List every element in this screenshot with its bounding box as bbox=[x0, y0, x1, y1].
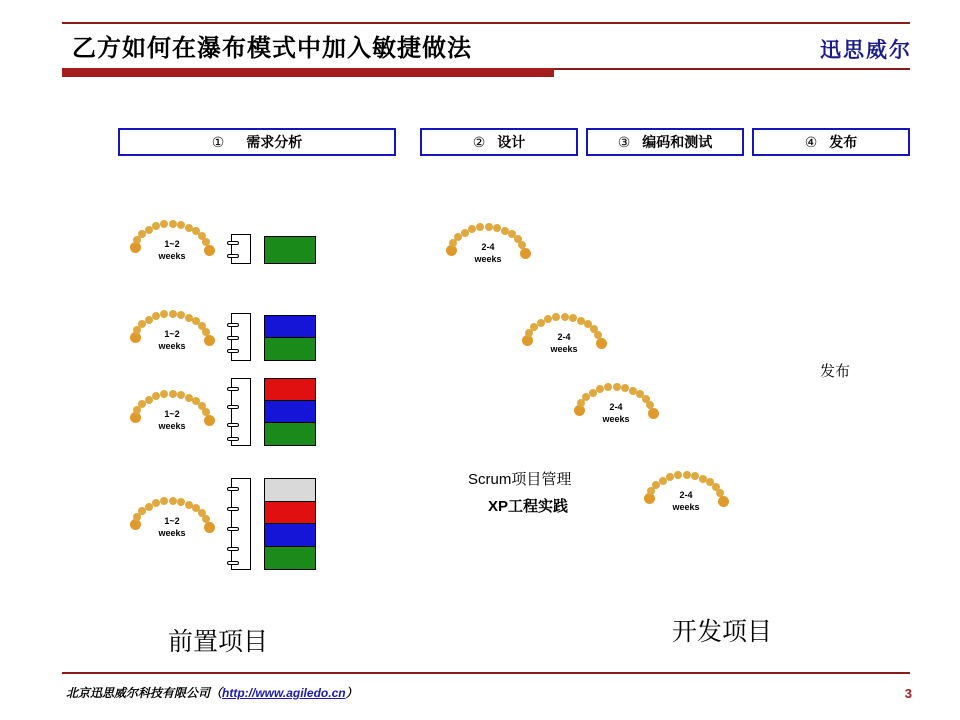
phase-label: 需求分析 bbox=[246, 134, 303, 150]
deliverable-band bbox=[265, 338, 315, 360]
arc-dot bbox=[666, 473, 674, 481]
iteration-arc-left-2 bbox=[124, 305, 220, 371]
arc-dot bbox=[674, 471, 682, 479]
title-top-rule bbox=[62, 22, 910, 24]
arc-dot bbox=[468, 225, 476, 233]
arc-dot bbox=[683, 471, 691, 479]
arc-dot bbox=[691, 472, 699, 480]
arc-dot bbox=[152, 392, 160, 400]
iteration-arc-left-3 bbox=[124, 385, 220, 451]
company-logo: 迅思威尔 bbox=[820, 39, 912, 62]
arc-dot bbox=[169, 390, 177, 398]
document-binder-1 bbox=[231, 234, 251, 264]
deliverable-band bbox=[265, 379, 315, 401]
arc-label-line1: 1~2 bbox=[164, 409, 180, 419]
deliverable-band bbox=[265, 547, 315, 570]
iteration-arc-right-1 bbox=[440, 218, 536, 284]
phase-label: 设计 bbox=[497, 134, 526, 150]
section-label-dev-project: 开发项目 bbox=[672, 619, 773, 646]
deliverable-band bbox=[265, 401, 315, 423]
deliverable-stack-4 bbox=[264, 478, 316, 570]
arc-dot bbox=[160, 497, 168, 505]
arc-dot bbox=[604, 383, 612, 391]
phase-box-release[interactable] bbox=[752, 128, 910, 156]
deliverable-band bbox=[265, 423, 315, 445]
arc-label-line1: 1~2 bbox=[164, 239, 180, 249]
arc-label-line2: weeks bbox=[158, 341, 186, 351]
arc-dot bbox=[596, 385, 604, 393]
arc-dot bbox=[152, 312, 160, 320]
document-binder-2 bbox=[231, 313, 251, 361]
arc-label-line1: 2-4 bbox=[557, 332, 571, 342]
arc-dot bbox=[177, 311, 185, 319]
iteration-arc-right-3 bbox=[568, 378, 664, 444]
arc-dot bbox=[177, 221, 185, 229]
deliverable-stack-2 bbox=[264, 315, 316, 361]
arc-dot bbox=[613, 383, 621, 391]
page-number: 3 bbox=[904, 686, 912, 701]
iteration-arc-right-4 bbox=[638, 466, 734, 532]
document-binder-3 bbox=[231, 378, 251, 446]
iteration-arc-left-1 bbox=[124, 215, 220, 281]
arc-label-line1: 2-4 bbox=[609, 402, 623, 412]
deliverable-band bbox=[265, 479, 315, 502]
phase-box-design[interactable] bbox=[420, 128, 578, 156]
deliverable-band bbox=[265, 237, 315, 263]
note-xp: XP工程实践 bbox=[488, 498, 569, 515]
deliverable-stack-3 bbox=[264, 378, 316, 446]
page-title: 乙方如何在瀑布模式中加入敏捷做法 bbox=[72, 35, 472, 62]
arc-dot bbox=[169, 497, 177, 505]
arc-label-line1: 2-4 bbox=[679, 490, 693, 500]
arc-label-line2: weeks bbox=[550, 344, 578, 354]
arc-dot bbox=[160, 220, 168, 228]
iteration-arc-left-4 bbox=[124, 492, 220, 558]
arc-dot bbox=[177, 498, 185, 506]
arc-dot bbox=[152, 499, 160, 507]
phase-number: ④ bbox=[804, 133, 818, 150]
section-label-pre-project: 前置项目 bbox=[168, 629, 269, 656]
arc-label-line2: weeks bbox=[474, 254, 502, 264]
phase-label: 编码和测试 bbox=[642, 134, 713, 150]
title-accent-bar bbox=[62, 68, 554, 77]
deliverable-band bbox=[265, 524, 315, 547]
footer-company-tail: ） bbox=[345, 686, 358, 700]
arc-dot bbox=[160, 310, 168, 318]
arc-dot bbox=[621, 384, 629, 392]
phase-number: ② bbox=[472, 133, 486, 150]
arc-label-line1: 1~2 bbox=[164, 329, 180, 339]
phase-box-coding-testing[interactable] bbox=[586, 128, 744, 156]
note-scrum: Scrum项目管理 bbox=[468, 471, 572, 488]
arc-dot bbox=[544, 315, 552, 323]
document-binder-4 bbox=[231, 478, 251, 570]
arc-dot bbox=[169, 220, 177, 228]
note-release: 发布 bbox=[820, 363, 851, 380]
arc-dot bbox=[561, 313, 569, 321]
phase-label: 发布 bbox=[829, 134, 858, 150]
phase-box-requirements[interactable] bbox=[118, 128, 396, 156]
arc-label-line2: weeks bbox=[672, 502, 700, 512]
arc-label-line1: 1~2 bbox=[164, 516, 180, 526]
arc-dot bbox=[160, 390, 168, 398]
arc-label-line2: weeks bbox=[158, 251, 186, 261]
arc-dot bbox=[569, 314, 577, 322]
arc-label-line1: 2-4 bbox=[481, 242, 495, 252]
arc-dot bbox=[493, 224, 501, 232]
arc-label-line2: weeks bbox=[158, 421, 186, 431]
arc-label-line2: weeks bbox=[602, 414, 630, 424]
footer-company-name: 北京迅思威尔科技有限公司（ bbox=[66, 686, 223, 700]
arc-dot bbox=[485, 223, 493, 231]
arc-dot bbox=[177, 391, 185, 399]
arc-dot bbox=[169, 310, 177, 318]
phase-number: ③ bbox=[617, 133, 631, 150]
footer-rule bbox=[62, 672, 910, 674]
deliverable-stack-1 bbox=[264, 236, 316, 264]
deliverable-band bbox=[265, 316, 315, 338]
arc-dot bbox=[152, 222, 160, 230]
footer-company bbox=[66, 684, 358, 701]
deliverable-band bbox=[265, 502, 315, 525]
iteration-arc-right-2 bbox=[516, 308, 612, 374]
arc-dot bbox=[476, 223, 484, 231]
footer-url-link[interactable]: http://www.agiledo.cn bbox=[222, 686, 346, 700]
phase-number: ① bbox=[211, 133, 225, 150]
arc-dot bbox=[552, 313, 560, 321]
arc-label-line2: weeks bbox=[158, 528, 186, 538]
